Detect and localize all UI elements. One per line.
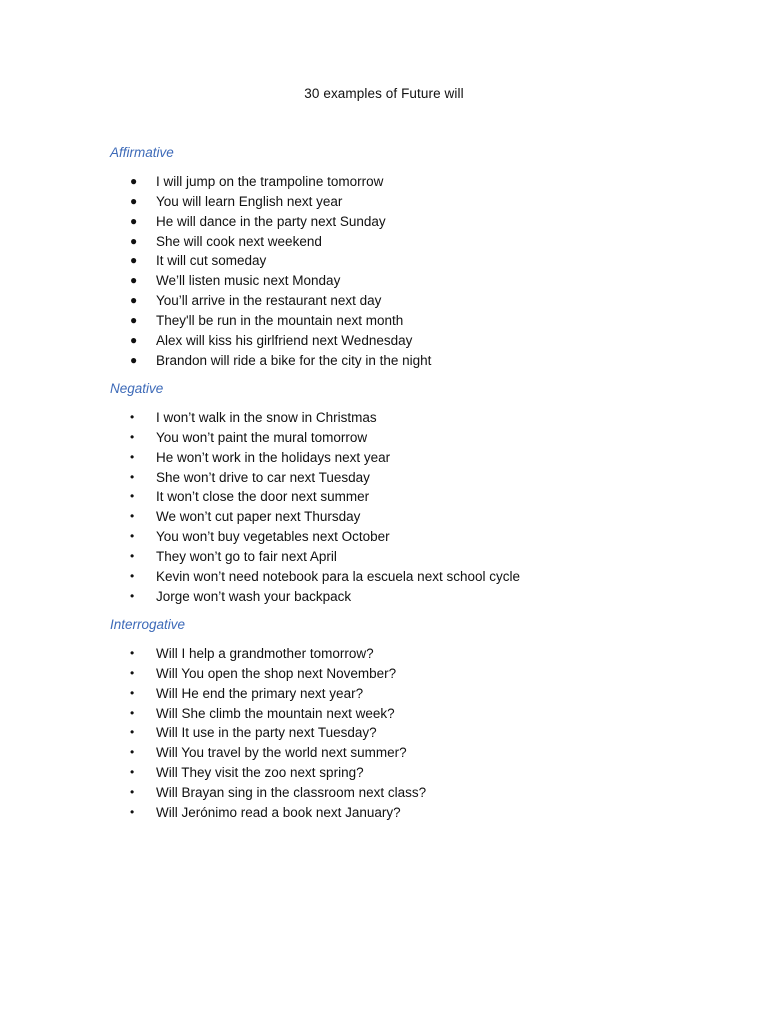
list-item-text: Will It use in the party next Tuesday? (156, 725, 377, 741)
bullet-icon: ● (130, 253, 138, 268)
list-item (0, 311, 768, 331)
bullet-icon: • (130, 529, 135, 544)
section-heading-affirmative: Affirmative (110, 145, 174, 160)
bullet-icon: • (130, 469, 135, 484)
list-item-text: We won’t cut paper next Thursday (156, 509, 361, 525)
list-item (0, 232, 768, 252)
bullet-icon: • (130, 548, 135, 563)
section-heading-interrogative: Interrogative (110, 617, 186, 632)
list-item (0, 527, 768, 547)
bullet-icon: ● (130, 233, 138, 248)
list-item (0, 351, 768, 371)
list-item (0, 487, 768, 507)
list-item-text: Jorge won’t wash your backpack (156, 588, 352, 604)
list-item-text: You’ll arrive in the restaurant next day (156, 293, 382, 309)
list-item-text: Alex will kiss his girlfriend next Wednesday (156, 332, 413, 348)
list-item (0, 428, 768, 448)
list-item (0, 803, 768, 823)
list-item (0, 684, 768, 704)
list-item (0, 271, 768, 291)
list-item-text: Kevin won’t need notebook para la escuela next school cycle (156, 568, 520, 584)
bullet-icon: • (130, 804, 135, 819)
list-item-text: You won’t paint the mural tomorrow (156, 429, 368, 445)
list-item-text: They'll be run in the mountain next month (156, 312, 404, 328)
list-item-text: He won’t work in the holidays next year (156, 449, 391, 465)
bullet-icon: • (130, 725, 135, 740)
list-item-text: You won’t buy vegetables next October (156, 529, 390, 545)
list-item (0, 331, 768, 351)
list-item-text: I won’t walk in the snow in Christmas (156, 410, 377, 425)
bullet-icon: • (130, 646, 135, 660)
list-item-text: You will learn English next year (156, 193, 343, 209)
list-item-text: She will cook next weekend (156, 233, 322, 249)
bullet-icon: • (130, 705, 135, 720)
bullet-icon: • (130, 588, 135, 603)
list-item-text: Will Jerónimo read a book next January? (156, 804, 401, 820)
list-item (0, 567, 768, 587)
list-item-text: Will Brayan sing in the classroom next class? (156, 784, 427, 800)
list-item-text: Brandon will ride a bike for the city in the night (156, 352, 432, 368)
list-item (0, 704, 768, 724)
bullet-icon: • (130, 765, 135, 780)
list-item-text: Will I help a grandmother tomorrow? (156, 646, 374, 661)
list-item-text: Will She climb the mountain next week? (156, 705, 395, 721)
list-item-text: They won’t go to fair next April (156, 548, 337, 564)
bullet-icon: • (130, 745, 135, 760)
list-item (0, 644, 768, 664)
list-item (0, 172, 768, 192)
list-item (0, 743, 768, 763)
bullet-icon: • (130, 568, 135, 583)
list-item (0, 547, 768, 567)
bullet-icon: ● (130, 213, 138, 228)
bullet-icon: ● (130, 273, 138, 288)
bullet-icon: • (130, 410, 135, 424)
list-item (0, 783, 768, 803)
list-item-text: He will dance in the party next Sunday (156, 213, 386, 229)
list-item (0, 664, 768, 684)
bullet-icon: • (130, 685, 135, 700)
list-item-text: Will You open the shop next November? (156, 665, 397, 681)
list-item (0, 448, 768, 468)
list-item-text: Will You travel by the world next summer? (156, 745, 407, 761)
bullet-icon: • (130, 489, 135, 504)
list-item-text: We’ll listen music next Monday (156, 273, 341, 289)
list-item (0, 408, 768, 428)
bullet-icon: • (130, 665, 135, 680)
list-item (0, 763, 768, 783)
list-item (0, 251, 768, 271)
list-item (0, 507, 768, 527)
list-item-text: Will They visit the zoo next spring? (156, 765, 364, 781)
bullet-icon: • (130, 784, 135, 799)
bullet-icon: ● (130, 174, 138, 188)
list-item (0, 723, 768, 743)
list-item-text: I will jump on the trampoline tomorrow (156, 174, 384, 189)
interrogative-list (0, 644, 768, 823)
bullet-icon: • (130, 509, 135, 524)
section-heading-negative: Negative (110, 381, 164, 396)
list-item (0, 468, 768, 488)
affirmative-list (0, 172, 768, 370)
list-item (0, 587, 768, 607)
bullet-icon: ● (130, 312, 138, 327)
bullet-icon: ● (130, 332, 138, 347)
bullet-icon: ● (130, 293, 138, 308)
bullet-icon: • (130, 449, 135, 464)
negative-list (0, 408, 768, 606)
list-item-text: It won’t close the door next summer (156, 489, 370, 505)
list-item-text: It will cut someday (156, 253, 267, 269)
list-item (0, 212, 768, 232)
bullet-icon: ● (130, 352, 138, 367)
bullet-icon: ● (130, 193, 138, 208)
list-item (0, 192, 768, 212)
list-item-text: Will He end the primary next year? (156, 685, 364, 701)
list-item (0, 291, 768, 311)
page-title: 30 examples of Future will (304, 86, 464, 101)
list-item-text: She won’t drive to car next Tuesday (156, 469, 370, 485)
bullet-icon: • (130, 429, 135, 444)
